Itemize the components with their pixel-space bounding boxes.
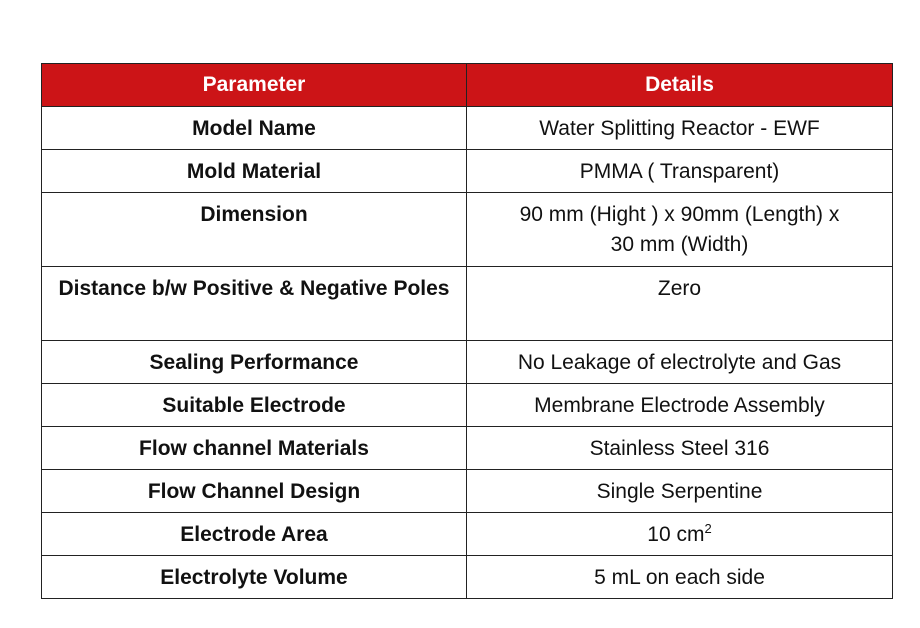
table-row	[42, 107, 893, 150]
details-cell: Water Splitting Reactor - EWF	[467, 107, 893, 150]
parameter-cell: Electrode Area	[42, 513, 467, 556]
details-cell: Single Serpentine	[467, 470, 893, 513]
table-row	[42, 267, 893, 341]
details-cell: No Leakage of electrolyte and Gas	[467, 341, 893, 384]
electrode-area-value: 10 cm	[647, 523, 705, 546]
details-cell: PMMA ( Transparent)	[467, 150, 893, 193]
parameter-cell: Electrolyte Volume	[42, 556, 467, 599]
superscript-exponent: 2	[704, 521, 712, 536]
parameter-cell: Flow channel Materials	[42, 427, 467, 470]
table-row	[42, 384, 893, 427]
details-cell: Zero	[467, 267, 893, 341]
details-cell	[467, 513, 893, 556]
header-row	[42, 64, 893, 107]
details-cell: Stainless Steel 316	[467, 427, 893, 470]
header-details: Details	[467, 64, 893, 107]
parameter-cell: Dimension	[42, 193, 467, 267]
parameter-cell: Suitable Electrode	[42, 384, 467, 427]
table-row	[42, 513, 893, 556]
parameter-cell: Flow Channel Design	[42, 470, 467, 513]
details-cell: 90 mm (Hight ) x 90mm (Length) x 30 mm (Width)	[467, 193, 893, 267]
header-parameter: Parameter	[42, 64, 467, 107]
table-row	[42, 470, 893, 513]
parameter-cell: Sealing Performance	[42, 341, 467, 384]
spec-table	[41, 63, 893, 599]
spec-table-container	[41, 63, 892, 599]
details-cell: Membrane Electrode Assembly	[467, 384, 893, 427]
parameter-cell: Model Name	[42, 107, 467, 150]
details-cell: 5 mL on each side	[467, 556, 893, 599]
table-row	[42, 150, 893, 193]
table-row	[42, 556, 893, 599]
table-row	[42, 193, 893, 267]
parameter-cell: Mold Material	[42, 150, 467, 193]
table-row	[42, 427, 893, 470]
table-row	[42, 341, 893, 384]
parameter-cell: Distance b/w Positive & Negative Poles	[42, 267, 467, 341]
